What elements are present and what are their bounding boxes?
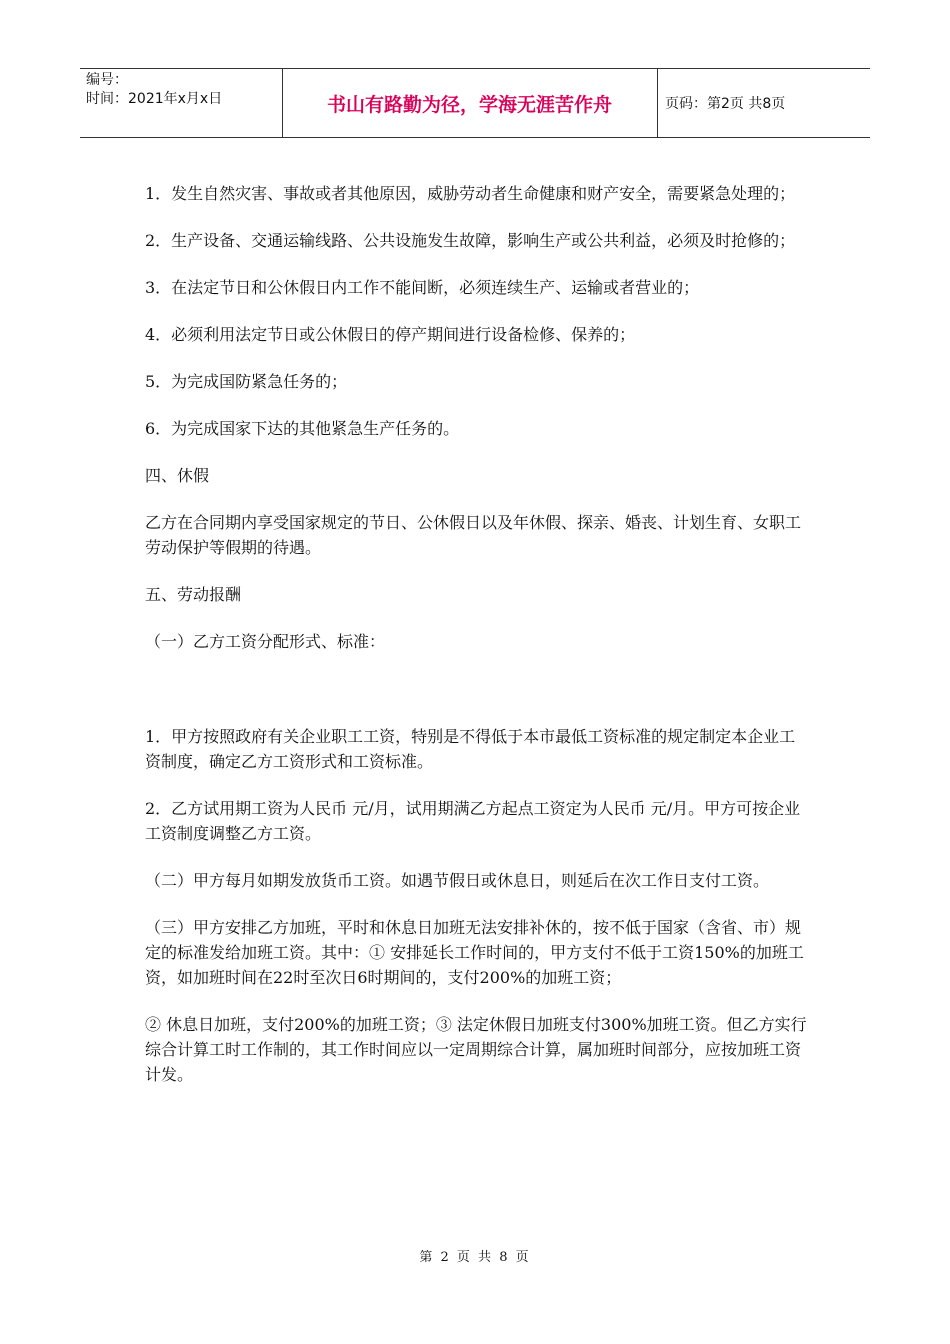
document-time-label: 时间：2021年x月x日 <box>86 91 223 107</box>
paragraph: 4．必须利用法定节日或公休假日的停产期间进行设备检修、保养的； <box>145 325 636 344</box>
paragraph: 3．在法定节日和公休假日内工作不能间断，必须连续生产、运输或者营业的； <box>145 278 700 297</box>
paragraph: 1．甲方按照政府有关企业职工工资，特别是不得低于本市最低工资标准的规定制定本企业工资制度，确定乙方工资形式和工资标准。 <box>145 727 796 771</box>
paragraph: （三）甲方安排乙方加班，平时和休息日加班无法安排补休的，按不低于国家（含省、市）规定的标准发给加班工资。其中：① 安排延长工作时间的，甲方支付不低于工资150%的加班工资，如加班时间在22时至次日6时期间的，支付200%的加班工资； <box>145 918 804 987</box>
page-footer: 第 2 页 共 8 页 <box>419 1250 531 1265</box>
paragraph: ② 休息日加班，支付200%的加班工资；③ 法定休假日加班支付300%加班工资。但乙方实行综合计算工时工作制的，其工作时间应以一定周期综合计算，属加班时间部分，应按加班工资计发。 <box>145 1015 807 1084</box>
paragraph: 1．发生自然灾害、事故或者其他原因，威胁劳动者生命健康和财产安全，需要紧急处理的； <box>145 184 796 203</box>
paragraph: （二）甲方每月如期发放货币工资。如遇节假日或休息日，则延后在次工作日支付工资。 <box>145 871 770 890</box>
document-number-label: 编号： <box>86 72 128 88</box>
header-page-info: 页码：第2页 共8页 <box>665 96 786 112</box>
paragraph: 5．为完成国防紧急任务的； <box>145 372 348 391</box>
paragraph: 2．生产设备、交通运输线路、公共设施发生故障，影响生产或公共利益，必须及时抢修的； <box>145 231 796 250</box>
section-heading: 五、劳动报酬 <box>145 585 242 604</box>
paragraph: 乙方在合同期内享受国家规定的节日、公休假日以及年休假、探亲、婚丧、计划生育、女职工劳动保护等假期的待遇。 <box>145 513 802 557</box>
header-motto: 书山有路勤为径，学海无涯苦作舟 <box>282 69 658 137</box>
header-meta <box>80 69 283 137</box>
page-header <box>80 68 870 138</box>
paragraph: 6．为完成国家下达的其他紧急生产任务的。 <box>145 419 460 438</box>
section-heading: 四、休假 <box>145 466 210 485</box>
document-body <box>145 181 810 1109</box>
paragraph: 2．乙方试用期工资为人民币 元/月，试用期满乙方起点工资定为人民币 元/月。甲方可按企业工资制度调整乙方工资。 <box>145 799 801 843</box>
subsection-heading: （一）乙方工资分配形式、标准： <box>145 632 386 651</box>
